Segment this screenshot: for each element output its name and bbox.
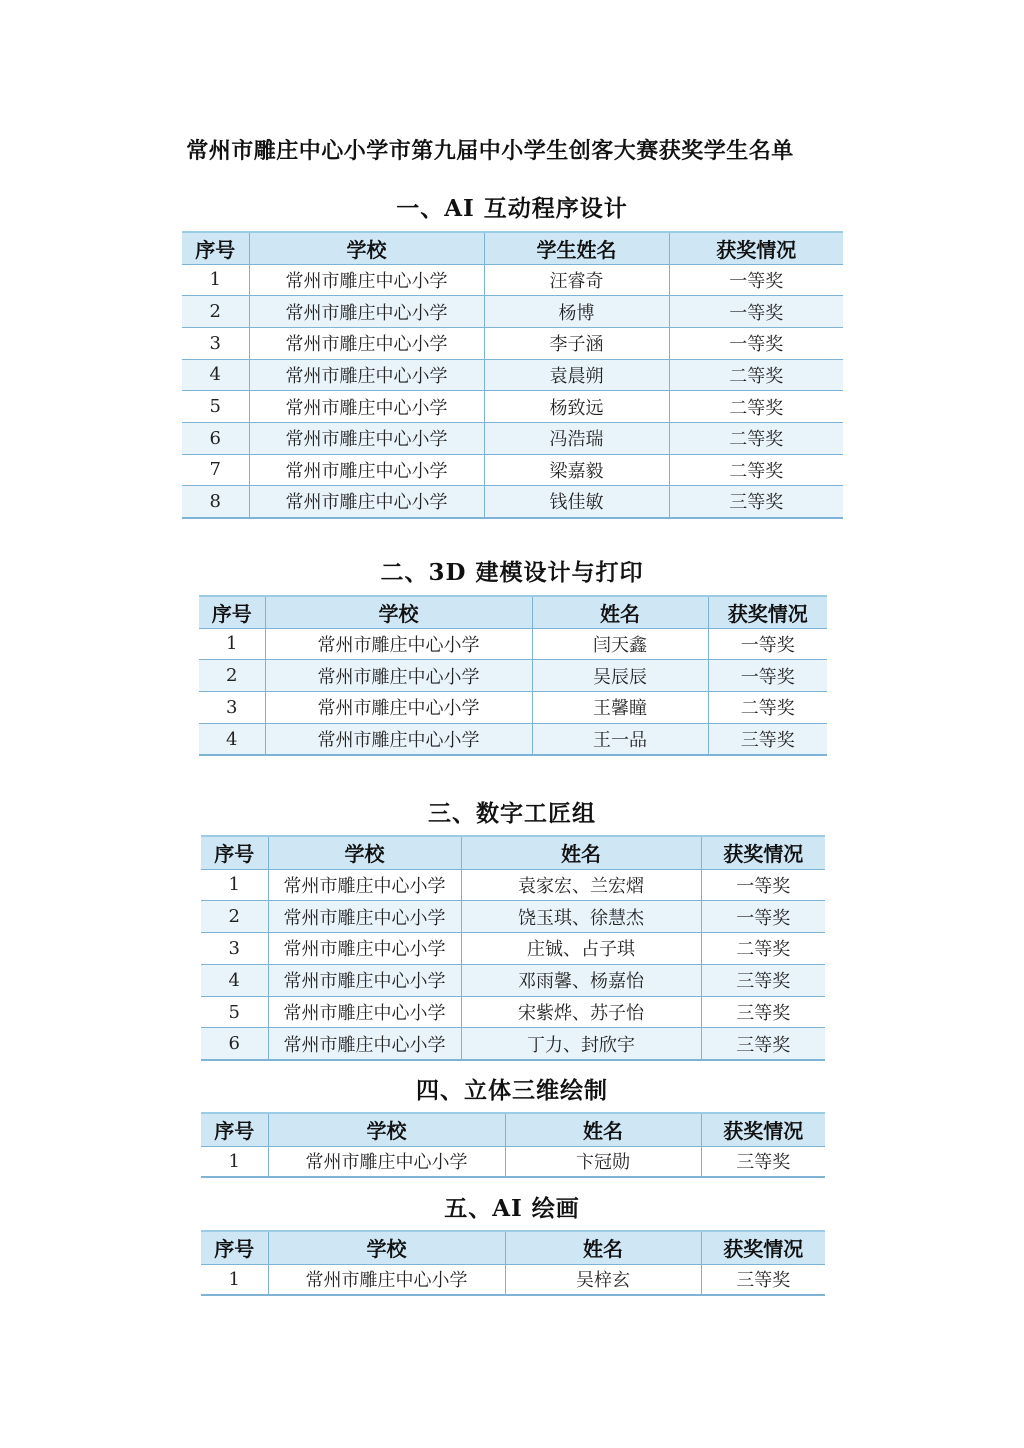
cell-award: 一等奖 — [708, 628, 827, 660]
table-row — [182, 391, 843, 423]
col-header-school: 学校 — [265, 596, 532, 628]
cell-award: 一等奖 — [708, 660, 827, 692]
cell-name: 宋紫烨、苏子怡 — [461, 996, 701, 1028]
col-header-award: 获奖情况 — [701, 1113, 825, 1146]
cell-name: 吴梓玄 — [505, 1264, 701, 1295]
col-header-award: 获奖情况 — [708, 596, 827, 628]
cell-name: 袁家宏、兰宏熠 — [461, 869, 701, 901]
cell-index: 2 — [199, 660, 265, 692]
col-header-name: 姓名 — [505, 1231, 701, 1264]
cell-award: 二等奖 — [669, 359, 843, 391]
cell-award: 二等奖 — [669, 422, 843, 454]
table-row — [182, 327, 843, 359]
award-table-3d-modeling — [199, 595, 827, 756]
section-heading-ai-painting: 五、AI 绘画 — [444, 1195, 580, 1222]
col-header-name: 姓名 — [461, 836, 701, 869]
cell-name: 王馨瞳 — [532, 692, 708, 724]
cell-award: 二等奖 — [669, 454, 843, 486]
cell-school: 常州市雕庄中心小学 — [249, 327, 484, 359]
cell-index: 1 — [182, 264, 249, 296]
table-row — [199, 692, 827, 724]
cell-school: 常州市雕庄中心小学 — [268, 869, 461, 901]
cell-name: 饶玉琪、徐慧杰 — [461, 901, 701, 933]
cell-name: 杨博 — [484, 296, 669, 328]
cell-index: 4 — [182, 359, 249, 391]
table-header-row — [201, 1231, 825, 1264]
col-header-school: 学校 — [268, 836, 461, 869]
col-header-name: 姓名 — [532, 596, 708, 628]
table-row — [201, 996, 825, 1028]
cell-school: 常州市雕庄中心小学 — [268, 996, 461, 1028]
cell-name: 闫天鑫 — [532, 628, 708, 660]
cell-school: 常州市雕庄中心小学 — [249, 359, 484, 391]
cell-school: 常州市雕庄中心小学 — [268, 933, 461, 965]
cell-award: 三等奖 — [701, 964, 825, 996]
table-row — [199, 660, 827, 692]
cell-index: 1 — [201, 1264, 268, 1295]
cell-index: 3 — [199, 692, 265, 724]
cell-index: 2 — [201, 901, 268, 933]
cell-index: 4 — [199, 723, 265, 755]
table-row — [182, 454, 843, 486]
cell-name: 邓雨馨、杨嘉怡 — [461, 964, 701, 996]
cell-index: 1 — [201, 869, 268, 901]
cell-award: 一等奖 — [669, 296, 843, 328]
cell-index: 4 — [201, 964, 268, 996]
cell-award: 三等奖 — [669, 486, 843, 518]
cell-name: 杨致远 — [484, 391, 669, 423]
cell-name: 吴辰辰 — [532, 660, 708, 692]
col-header-award: 获奖情况 — [669, 232, 843, 264]
cell-award: 三等奖 — [701, 1264, 825, 1295]
table-row — [182, 296, 843, 328]
table-row — [199, 628, 827, 660]
cell-school: 常州市雕庄中心小学 — [265, 692, 532, 724]
cell-school: 常州市雕庄中心小学 — [268, 1264, 505, 1295]
cell-name: 汪睿奇 — [484, 264, 669, 296]
cell-award: 二等奖 — [669, 391, 843, 423]
cell-index: 2 — [182, 296, 249, 328]
col-header-index: 序号 — [201, 836, 268, 869]
col-header-school: 学校 — [249, 232, 484, 264]
cell-award: 三等奖 — [701, 1028, 825, 1060]
cell-school: 常州市雕庄中心小学 — [265, 628, 532, 660]
section-heading-digital-craft: 三、数字工匠组 — [428, 800, 596, 827]
award-table-3d-drawing — [201, 1112, 825, 1178]
table-row — [201, 869, 825, 901]
table-row — [201, 964, 825, 996]
col-header-award: 获奖情况 — [701, 1231, 825, 1264]
table-row — [182, 359, 843, 391]
table-header-row — [182, 232, 843, 264]
cell-name: 李子涵 — [484, 327, 669, 359]
cell-name: 丁力、封欣宇 — [461, 1028, 701, 1060]
cell-award: 二等奖 — [708, 692, 827, 724]
award-table-ai-program — [182, 231, 843, 519]
section-heading-ai-program: 一、AI 互动程序设计 — [396, 195, 628, 222]
cell-school: 常州市雕庄中心小学 — [249, 422, 484, 454]
cell-name: 王一品 — [532, 723, 708, 755]
cell-index: 6 — [182, 422, 249, 454]
award-table-digital-craft — [201, 835, 825, 1061]
section-heading-3d-modeling: 二、3D 建模设计与打印 — [380, 559, 644, 586]
cell-index: 3 — [182, 327, 249, 359]
cell-index: 1 — [201, 1146, 268, 1177]
cell-school: 常州市雕庄中心小学 — [249, 486, 484, 518]
col-header-name: 学生姓名 — [484, 232, 669, 264]
col-header-award: 获奖情况 — [701, 836, 825, 869]
cell-school: 常州市雕庄中心小学 — [268, 1146, 505, 1177]
cell-award: 一等奖 — [701, 869, 825, 901]
cell-award: 二等奖 — [701, 933, 825, 965]
cell-index: 5 — [201, 996, 268, 1028]
cell-name: 钱佳敏 — [484, 486, 669, 518]
cell-school: 常州市雕庄中心小学 — [265, 660, 532, 692]
table-header-row — [201, 836, 825, 869]
cell-name: 冯浩瑞 — [484, 422, 669, 454]
table-header-row — [199, 596, 827, 628]
cell-index: 1 — [199, 628, 265, 660]
cell-school: 常州市雕庄中心小学 — [249, 296, 484, 328]
col-header-index: 序号 — [199, 596, 265, 628]
document-title: 常州市雕庄中心小学市第九届中小学生创客大赛获奖学生名单 — [186, 138, 794, 164]
award-table-ai-painting — [201, 1230, 825, 1296]
table-row — [201, 933, 825, 965]
cell-award: 三等奖 — [701, 1146, 825, 1177]
col-header-name: 姓名 — [505, 1113, 701, 1146]
cell-award: 一等奖 — [701, 901, 825, 933]
col-header-index: 序号 — [201, 1113, 268, 1146]
table-row — [182, 486, 843, 518]
cell-name: 庄铖、占子琪 — [461, 933, 701, 965]
cell-name: 梁嘉毅 — [484, 454, 669, 486]
col-header-school: 学校 — [268, 1113, 505, 1146]
cell-award: 一等奖 — [669, 264, 843, 296]
cell-index: 6 — [201, 1028, 268, 1060]
cell-school: 常州市雕庄中心小学 — [249, 391, 484, 423]
cell-school: 常州市雕庄中心小学 — [265, 723, 532, 755]
table-row — [182, 264, 843, 296]
cell-index: 7 — [182, 454, 249, 486]
table-row — [199, 723, 827, 755]
cell-index: 3 — [201, 933, 268, 965]
cell-award: 三等奖 — [708, 723, 827, 755]
cell-award: 一等奖 — [669, 327, 843, 359]
table-row — [182, 422, 843, 454]
cell-award: 三等奖 — [701, 996, 825, 1028]
cell-name: 袁晨朔 — [484, 359, 669, 391]
cell-school: 常州市雕庄中心小学 — [249, 264, 484, 296]
table-row — [201, 1028, 825, 1060]
table-row — [201, 901, 825, 933]
cell-school: 常州市雕庄中心小学 — [268, 1028, 461, 1060]
cell-school: 常州市雕庄中心小学 — [249, 454, 484, 486]
col-header-school: 学校 — [268, 1231, 505, 1264]
table-header-row — [201, 1113, 825, 1146]
cell-index: 5 — [182, 391, 249, 423]
table-row — [201, 1264, 825, 1295]
section-heading-3d-drawing: 四、立体三维绘制 — [416, 1077, 608, 1104]
table-row — [201, 1146, 825, 1177]
cell-school: 常州市雕庄中心小学 — [268, 964, 461, 996]
col-header-index: 序号 — [201, 1231, 268, 1264]
cell-name: 卞冠勋 — [505, 1146, 701, 1177]
col-header-index: 序号 — [182, 232, 249, 264]
cell-school: 常州市雕庄中心小学 — [268, 901, 461, 933]
cell-index: 8 — [182, 486, 249, 518]
